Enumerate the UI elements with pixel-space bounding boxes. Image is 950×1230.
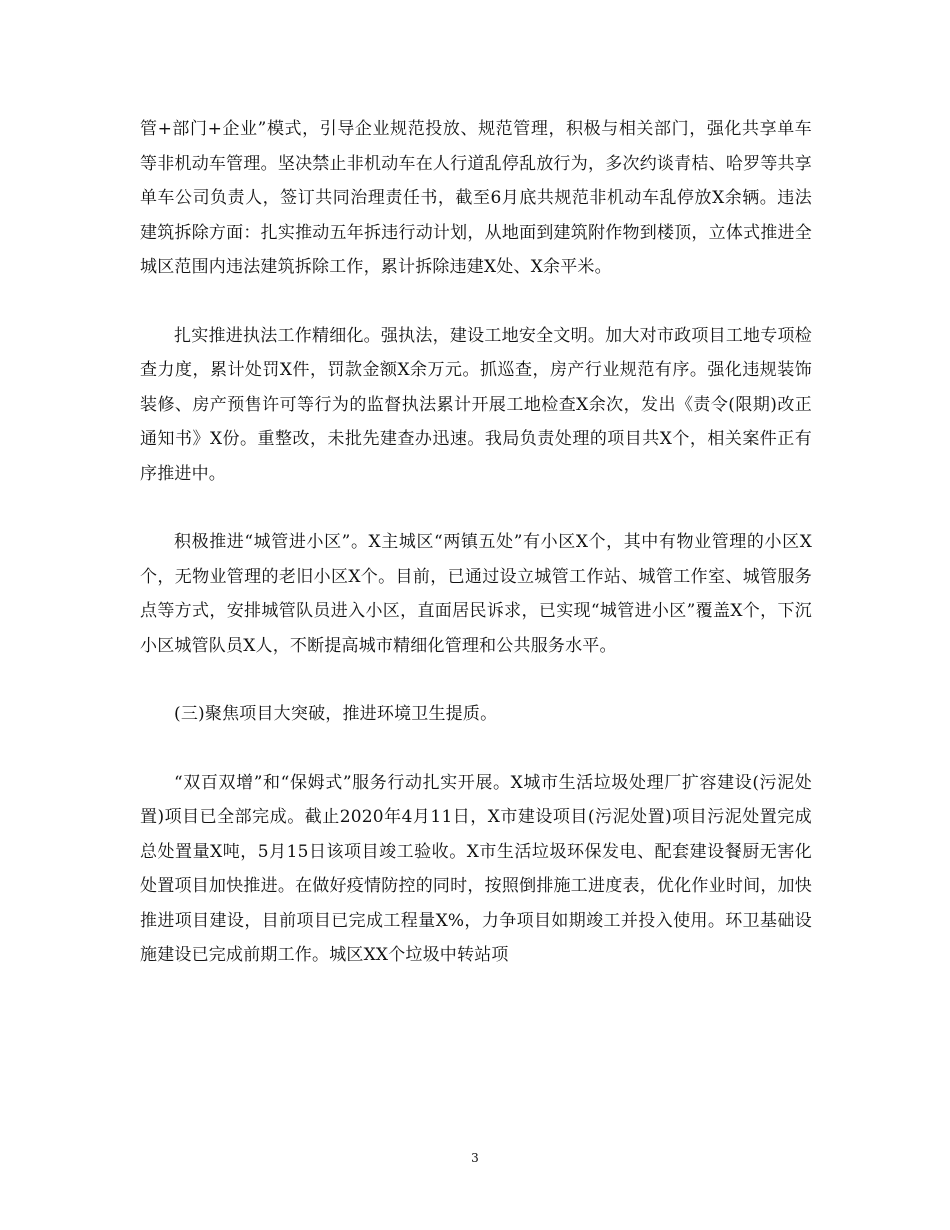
page-number: 3 [471,1151,479,1165]
paragraph-gap [140,663,812,697]
paragraph-2: 扎实推进执法工作精细化。强执法，建设工地安全文明。加大对市政项目工地专项检查力度，累计处罚X件，罚款金额X余万元。抓巡查，房产行业规范有序。强化违规装饰装修、房产预售许可等行为的监督执法累计开展工地检查X余次，发出《责令(限期)改正通知书》X份。重整改，未批先建查办迅速。我局负责处理的项目共X个，相关案件正有序推进中。 [140,325,812,484]
paragraph-gap [140,732,812,766]
paragraph-4: “双百双增”和“保姆式”服务行动扎实开展。X城市生活垃圾处理厂扩容建设(污泥处置)项目已全部完成。截止2020年4月11日，X市建设项目(污泥处置)项目污泥处置完成总处置量X吨，5月15日该项目竣工验收。X市生活垃圾环保发电、配套建设餐厨无害化处置项目加快推进。在做好疫情防控的同时，按照倒排施工进度表，优化作业时间，加快推进项目建设，目前项目已完成工程量X%，力争项目如期竣工并投入使用。环卫基础设施建设已完成前期工作。城区XX个垃圾中转站项 [140,772,812,965]
paragraph-gap [140,285,812,319]
paragraph-3: 积极推进“城管进小区”。X主城区“两镇五处”有小区X个，其中有物业管理的小区X个，无物业管理的老旧小区X个。目前，已通过设立城管工作站、城管工作室、城管服务点等方式，安排城管队员进入小区，直面居民诉求，已实现“城管进小区”覆盖X个，下沉小区城管队员X人，不断提高城市精细化管理和公共服务水平。 [140,532,812,656]
paragraph-gap [140,491,812,525]
paragraph-1: 管+部门+企业”模式，引导企业规范投放、规范管理，积极与相关部门，强化共享单车等非机动车管理。坚决禁止非机动车在人行道乱停乱放行为，多次约谈青桔、哈罗等共享单车公司负责人，签订共同治理责任书，截至6月底共规范非机动车乱停放X余辆。违法建筑拆除方面：扎实推动五年拆违行动计划，从地面到建筑附作物到楼顶，立体式推进全城区范围内违法建筑拆除工作，累计拆除违建X处、X余平米。 [140,119,812,277]
section-heading: (三)聚焦项目大突破，推进环境卫生提质。 [174,704,498,724]
document-body [140,112,812,973]
